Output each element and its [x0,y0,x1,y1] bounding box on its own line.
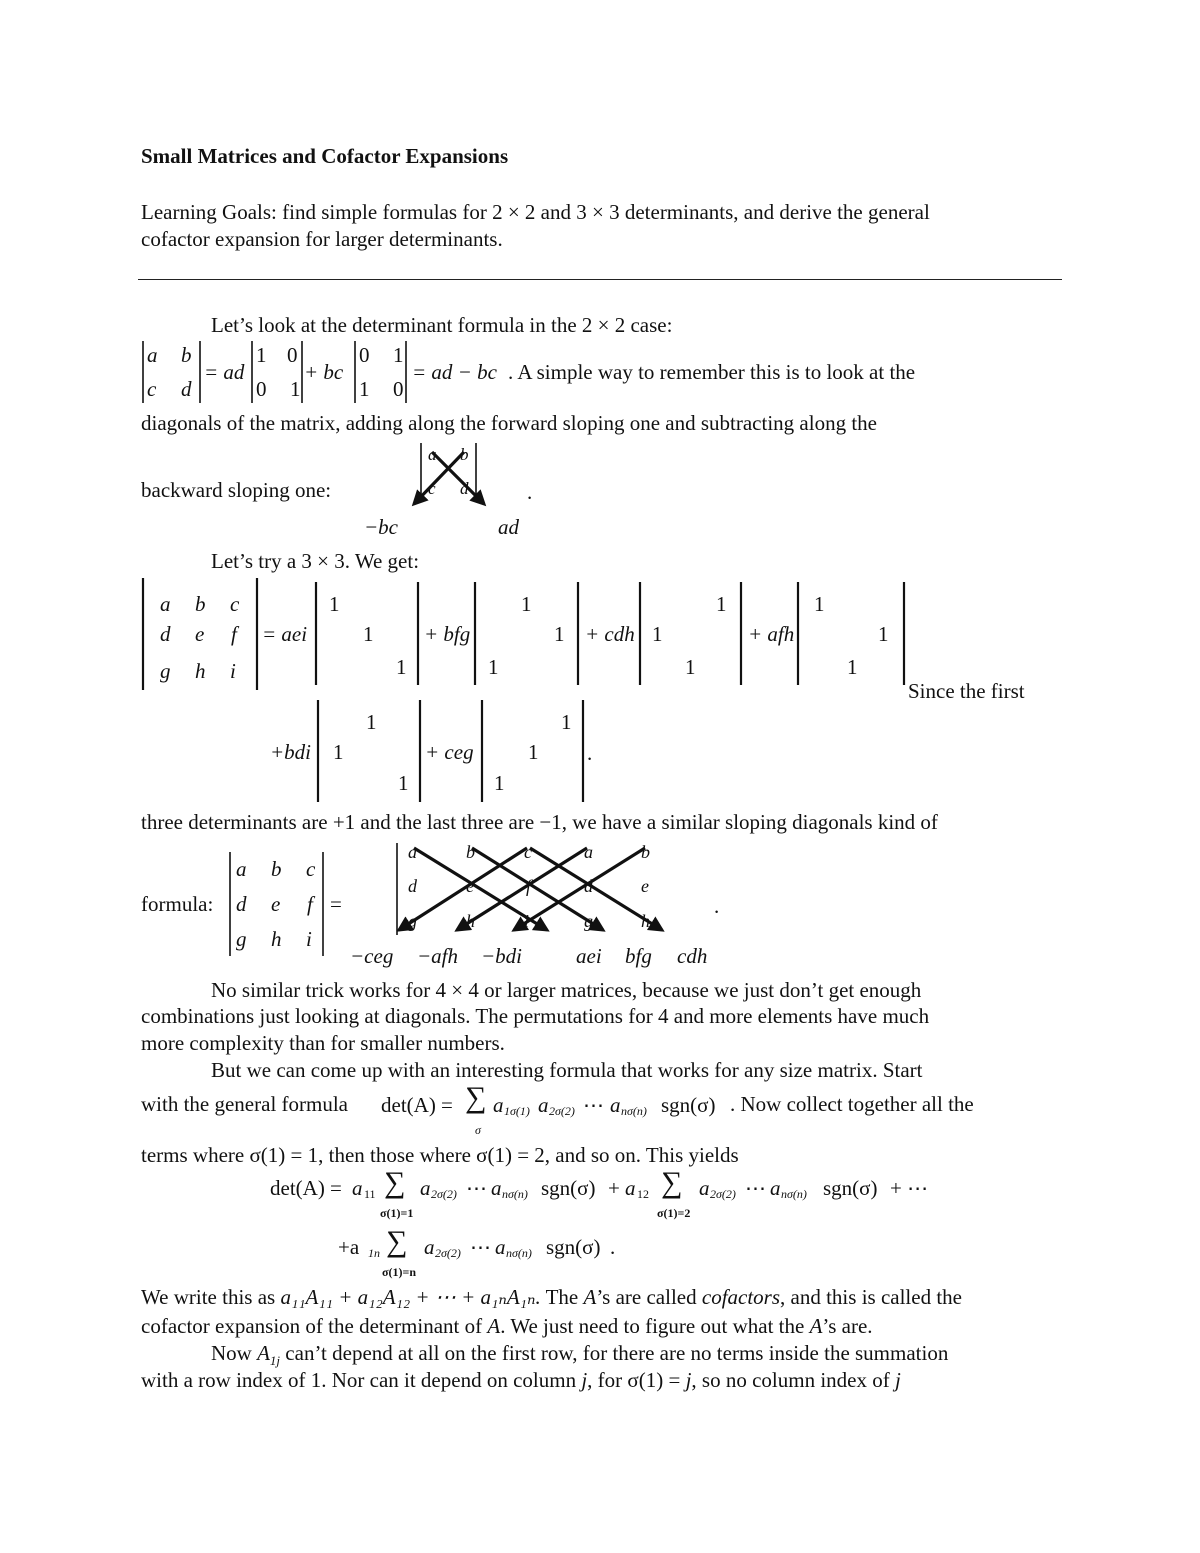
f3-a: a [236,857,247,881]
p5-l2-A: A [487,1314,501,1338]
m2-sw-12: 1 [393,343,404,367]
exp-term2-an-sub: nσ(n) [781,1187,807,1201]
fd-d2: d [584,876,593,896]
exp-term2-an: a [770,1176,781,1200]
fd-b: b [466,842,475,862]
p2-dot: . [587,741,593,765]
p5-l2a: cofactor expansion of the determinant of [141,1314,483,1338]
exp-termn-a2: a [424,1235,435,1259]
exp-a11: a [352,1176,363,1200]
perm4-1: 1 [814,592,825,616]
general-det: det(A) = [381,1093,453,1117]
general-an-sub: nσ(n) [621,1104,647,1118]
general-a2-sub: 2σ(2) [549,1104,575,1118]
m3-h: h [195,659,206,683]
p5-l4-j3: j [894,1368,901,1392]
perm2-3: 1 [488,655,499,679]
exp-a11-sub: 11 [364,1187,376,1201]
p5-cofactors-term: cofactors [701,1285,781,1309]
general-an: a [610,1093,621,1117]
exp-a12-sub: 12 [637,1187,649,1201]
p5-l1b: The [545,1285,579,1309]
p5-l1d: , and this is called the [780,1285,962,1309]
diag2-dot: . [527,480,533,504]
fd-g: g [408,911,417,931]
exp-term2-cdots: ⋯ [745,1176,766,1200]
exp-sum-2-index: σ(1)=2 [657,1206,691,1220]
exp-det: det(A) = [270,1176,342,1200]
fd-e: e [466,876,474,896]
f3-g: g [236,927,247,951]
perm6-2: 1 [528,740,539,764]
perm2-2: 1 [554,622,565,646]
f3-d: d [236,892,247,916]
lbl-neg-ceg: −ceg [350,944,394,968]
exp-plus-dots: + ⋯ [890,1176,929,1200]
m3-e: e [195,622,205,646]
perm1-3: 1 [396,655,407,679]
exp-term1-sgn: sgn(σ) [541,1176,596,1200]
m3-a: a [160,592,171,616]
p5-l1-expr: a₁₁A₁₁ + a₁₂A₁₂ + ⋯ + a₁ₙA₁ₙ. [280,1285,541,1309]
exp-a1n-sub: 1n [368,1246,380,1260]
exp-term2-a2: a [699,1176,710,1200]
m2-sw-22: 0 [393,377,404,401]
exp-sum-n: ∑ [386,1225,408,1258]
exp-term1-an-sub: nσ(n) [502,1187,528,1201]
exp-sum-n-index: σ(1)=n [382,1265,417,1279]
p5-l4c: , so no column index of [691,1368,890,1392]
arrow-ceg [399,848,527,930]
fd-a: a [408,842,417,862]
f3-f: f [307,892,313,916]
formula-label: formula: [141,892,214,916]
p2-intro: Let’s try a 3 × 3. We get: [211,549,420,573]
since-the-first: Since the first [908,679,1025,703]
arrow-bfg [472,848,603,930]
arrow-aei [414,848,547,930]
exp-term1-cdots: ⋯ [466,1176,487,1200]
diag2-pos-ad: ad [498,515,519,539]
p1-after-eq: . A simple way to remember this is to look at the [508,360,916,384]
exp-term1-a2-sub: 2σ(2) [431,1187,457,1201]
m2-d: d [181,377,192,401]
m2-id-21: 0 [256,377,267,401]
exp-term2-a2-sub: 2σ(2) [710,1187,736,1201]
m3-c: c [230,592,240,616]
p5-l3b: can’t depend at all on the first row, for there are no terms inside the summation [285,1341,949,1365]
p5-l4b: , for σ(1) = [587,1368,681,1392]
exp-a12: a [625,1176,636,1200]
lbl-pos-aei: aei [576,944,602,968]
perm3-2: 1 [652,622,663,646]
exp-sum-1-index: σ(1)=1 [380,1206,414,1220]
exp-sum-2: ∑ [661,1166,683,1199]
m2-id-12: 0 [287,343,298,367]
diag2-b: b [460,445,469,464]
f3-h: h [271,927,282,951]
exp-termn-an: a [495,1235,506,1259]
plus-cdh: + cdh [585,622,635,646]
p3-line-1: No similar trick works for 4 × 4 or larger matrices, because we just don’t get enough [211,978,922,1002]
p5-l1c: ’s are called [596,1285,697,1309]
fd-d: d [408,876,417,896]
p5-l3-sub: 1j [269,1353,281,1369]
exp-plus-1: + [608,1176,620,1200]
exp-termn-a2-sub: 2σ(2) [435,1246,461,1260]
p5-l3-A: A [257,1341,270,1365]
p4-line-2a: with the general formula [141,1092,349,1116]
fd-e2: e [641,876,649,896]
arrow-bdi [514,848,645,930]
exp-term1-a2: a [420,1176,431,1200]
m2-a: a [147,343,158,367]
perm5-1: 1 [366,710,377,734]
fd-a2: a [584,842,593,862]
perm1-2: 1 [363,622,374,646]
formula-equals: = [330,892,342,916]
page-title: Small Matrices and Cofactor Expansions [141,144,509,168]
m3-i: i [230,659,236,683]
general-sum: ∑ [465,1081,487,1114]
perm5-2: 1 [333,740,344,764]
m2-c: c [147,377,157,401]
fd-h: h [466,911,475,931]
fd-c: c [524,842,532,862]
p5-l1a: We write this as [141,1285,276,1309]
p5-l1-A: A [583,1285,597,1309]
perm5-3: 1 [398,771,409,795]
m3-f: f [231,622,237,646]
formula-dot: . [714,894,720,918]
exp-termn-sgn: sgn(σ) [546,1235,601,1259]
plus-bdi: +bdi [270,740,312,764]
p4-line-1: But we can come up with an interesting formula that works for any size matrix. Start [211,1058,923,1082]
fd-b2: b [641,842,650,862]
perm4-2: 1 [878,622,889,646]
eq-bc: + bc [304,360,344,384]
eq-aei: = aei [262,622,308,646]
exp-term1-an: a [491,1176,502,1200]
diag2-neg-bc: −bc [364,515,398,539]
arrow-afh [457,848,587,930]
p1-intro: Let’s look at the determinant formula in the 2 × 2 case: [211,313,673,337]
perm6-3: 1 [494,771,505,795]
perm1-1: 1 [329,592,340,616]
exp-termn-cdots: ⋯ [470,1235,491,1259]
general-a2: a [538,1093,549,1117]
p3-line-3: more complexity than for smaller numbers. [141,1031,505,1055]
lbl-pos-bfg: bfg [625,944,652,968]
p5-l4-j2: j [685,1368,692,1392]
m2-sw-11: 0 [359,343,370,367]
p1-line-3: backward sloping one: [141,478,332,502]
perm3-3: 1 [685,655,696,679]
fd-h2: h [641,911,650,931]
f3-c: c [306,857,316,881]
f3-b: b [271,857,282,881]
f3-e: e [271,892,281,916]
plus-ceg: + ceg [425,740,474,764]
p4-line-2b: . Now collect together all the [730,1092,974,1116]
m3-g: g [160,659,171,683]
p5-l2c: ’s are. [822,1314,873,1338]
diag2-a: a [428,445,437,464]
lbl-neg-afh: −afh [417,944,459,968]
learning-goals-line-1: Learning Goals: find simple formulas for 2 × 2 and 3 × 3 determinants, and derive the general [141,200,930,224]
eq-ad: = ad [204,360,245,384]
diag2-c: c [428,479,436,498]
perm3-1: 1 [716,592,727,616]
general-sum-index: σ [475,1123,481,1137]
fd-g2: g [584,911,593,931]
fd-f: f [526,876,532,896]
fd-i: i [524,911,530,931]
m3-d: d [160,622,171,646]
m2-id-11: 1 [256,343,267,367]
m2-id-22: 1 [290,377,301,401]
plus-bfg: + bfg [424,622,471,646]
p5-l3a: Now [211,1341,252,1365]
p5-l2-A2: A [809,1314,823,1338]
m2-b: b [181,343,192,367]
diag2-d: d [460,479,469,498]
m2-sw-21: 1 [359,377,370,401]
perm6-1: 1 [561,710,572,734]
p5-l2b: . We just need to figure out what the [500,1314,805,1338]
exp-termn-an-sub: nσ(n) [506,1246,532,1260]
exp-period: . [610,1235,616,1259]
perm2-1: 1 [521,592,532,616]
p5-l4-j: j [581,1368,588,1392]
p2-line-after: three determinants are +1 and the last three are −1, we have a similar sloping diagonals kind of [141,810,938,834]
perm4-3: 1 [847,655,858,679]
m3-b: b [195,592,206,616]
general-cdots: ⋯ [583,1093,604,1117]
learning-goals-line-2: cofactor expansion for larger determinants. [141,227,503,251]
p3-line-2: combinations just looking at diagonals. The permutations for 4 and more elements have much [141,1004,930,1028]
f3-i: i [306,927,312,951]
p4-line-3: terms where σ(1) = 1, then those where σ(1) = 2, and so on. This yields [141,1143,739,1167]
arrow-cdh [530,848,662,930]
lbl-neg-bdi: −bdi [481,944,523,968]
lbl-pos-cdh: cdh [677,944,708,968]
plus-afh: + afh [748,622,795,646]
general-sgn: sgn(σ) [661,1093,716,1117]
exp-sum-1: ∑ [384,1166,406,1199]
p1-line-2: diagonals of the matrix, adding along the forward sloping one and subtracting along the [141,411,877,435]
general-a1-sub: 1σ(1) [504,1104,530,1118]
exp-term2-sgn: sgn(σ) [823,1176,878,1200]
exp-plus-a1n: +a [338,1235,360,1259]
p5-l4a: with a row index of 1. Nor can it depend on column [141,1368,577,1392]
general-a1: a [493,1093,504,1117]
eq-result: = ad − bc [412,360,497,384]
